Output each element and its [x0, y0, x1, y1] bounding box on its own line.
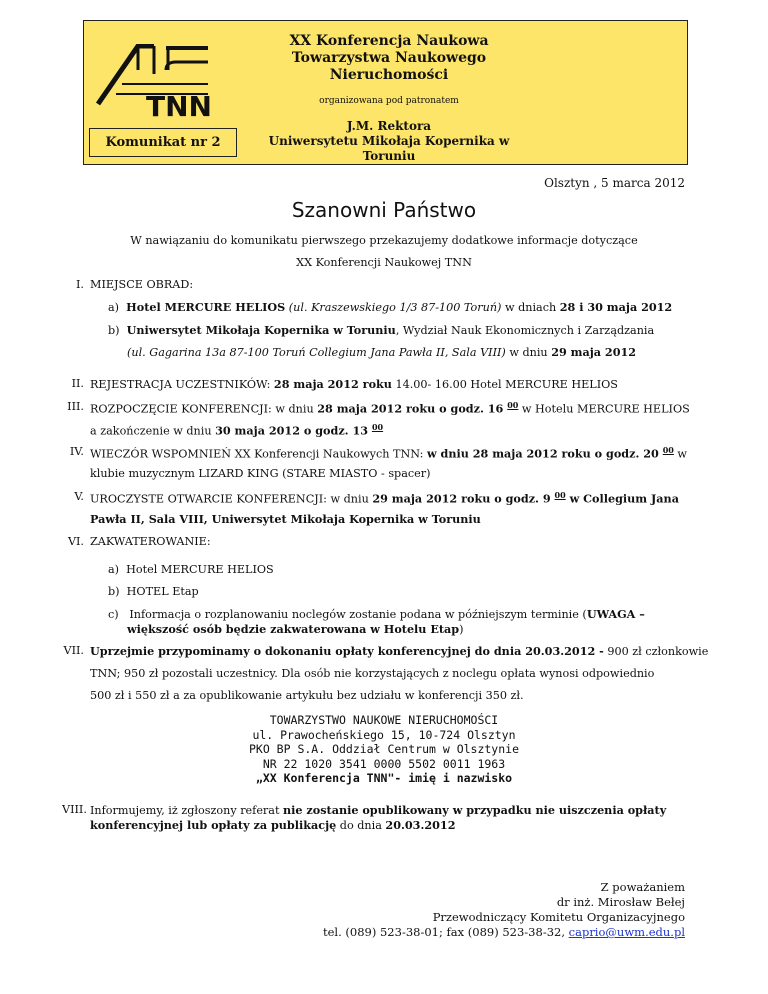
section-text-cont: konferencyjnej lub opłaty za publikację do dnia 20.03.2012 [90, 818, 456, 832]
section-text-cont: a zakończenie w dniu 30 maja 2012 o godz. 13 $^{00}$ [90, 422, 384, 438]
section-num: VI. [67, 535, 84, 548]
patron-name: J.M. Rektora Uniwersytetu Mikołaja Kopernika w Toruniu [268, 119, 510, 163]
conference-title: XX Konferencja Naukowa Towarzystwa Naukowego Nieruchomości [289, 33, 489, 83]
greeting: Szanowni Państwo [291, 198, 477, 222]
section-text-cont: 500 zł i 550 zł a za opublikowanie artykułu bez udziału w konferencji 350 zł. [90, 689, 524, 702]
intro-line-1: W nawiązaniu do komunikatu pierwszego przekazujemy dodatkowe informacje dotyczące [130, 234, 638, 247]
section-num: I. [76, 278, 84, 291]
list-item: b) HOTEL Etap [108, 585, 199, 598]
section-num: IV. [69, 445, 84, 458]
section-text-cont: Pawła II, Sala VIII, Uniwersytet Mikołaja Kopernika w Toruniu [90, 512, 481, 526]
list-item: a) Hotel MERCURE HELIOS [108, 563, 274, 576]
list-item: c) Informacja o rozplanowaniu noclegów zostanie podana w późniejszym terminie (UWAGA – [108, 607, 645, 621]
list-item-cont: (ul. Gagarina 13a 87-100 Toruń Collegium Jana Pawła II, Sala VIII) w dniu 29 maja 2012 [127, 345, 637, 359]
section-text: ROZPOCZĘCIE KONFERENCJI: w dniu 28 maja 2012 roku o godz. 16 $^{00}$ w Hotelu MERCURE HELIOS [90, 400, 690, 416]
section-num: III. [67, 400, 84, 413]
section-num: VIII. [62, 803, 87, 816]
list-item: a) Hotel MERCURE HELIOS (ul. Kraszewskiego 1/3 87-100 Toruń) w dniach 28 i 30 maja 2012 [108, 300, 673, 314]
patronage-text: organizowana pod patronatem [319, 96, 459, 106]
intro-line-2: XX Konferencji Naukowej TNN [296, 256, 472, 269]
email-link[interactable]: caprio@uwm.edu.pl [568, 925, 685, 939]
section-text-cont: klubie muzycznym LIZARD KING (STARE MIASTO - spacer) [90, 467, 431, 480]
date-line: Olsztyn , 5 marca 2012 [544, 176, 685, 190]
section-text: WIECZÓR WSPOMNIEŃ XX Konferencji Naukowych TNN: w dniu 28 maja 2012 roku o godz. 20 $^{00}$ w [90, 445, 687, 461]
list-item: b) Uniwersytet Mikołaja Kopernika w Toruniu, Wydział Nauk Ekonomicznych i Zarządzania [108, 323, 655, 337]
section-text: Uprzejmie przypominamy o dokonaniu opłaty konferencyjnej do dnia 20.03.2012 - 900 zł członkowie [90, 644, 709, 658]
header-box [83, 20, 688, 165]
section-text: REJESTRACJA UCZESTNIKÓW: 28 maja 2012 roku 14.00- 16.00 Hotel MERCURE HELIOS [90, 377, 618, 391]
section-text: Informujemy, iż zgłoszony referat nie zostanie opublikowany w przypadku nie uiszczenia opłaty [90, 803, 667, 817]
section-num: II. [71, 377, 84, 390]
section-num: VII. [63, 644, 84, 657]
section-title: MIEJSCE OBRAD: [90, 278, 194, 291]
list-item-cont: większość osób będzie zakwaterowana w Hotelu Etap) [127, 622, 464, 636]
komunikat-label: Komunikat nr 2 [89, 128, 237, 157]
section-text: UROCZYSTE OTWARCIE KONFERENCJI: w dniu 29 maja 2012 roku o godz. 9 $^{00}$ w Collegium Jana [90, 490, 679, 506]
section-text-cont: TNN; 950 zł pozostali uczestnicy. Dla osób nie korzystających z noclegu opłata wynosi odpowiednio [90, 667, 655, 680]
svg-text:TNN: TNN [146, 90, 212, 118]
section-title: ZAKWATEROWANIE: [90, 535, 211, 548]
section-num: V. [74, 490, 84, 503]
signature-block: Z poważaniem dr inż. Mirosław Bełej Przewodniczący Komitetu Organizacyjnego tel. (089) 523-38-01; fax (089) 523-38-32, caprio@uwm.edu.pl [323, 880, 685, 939]
bank-details: TOWARZYSTWO NAUKOWE NIERUCHOMOŚCI ul. Prawocheńskiego 15, 10-724 Olsztyn PKO BP S.A. Oddział Centrum w Olsztynie NR 22 1020 3541 0000 5502 0011 1963 „XX Konferencja TNN"- imię i nazwisko [248, 713, 520, 785]
tnn-logo-icon [96, 44, 214, 118]
